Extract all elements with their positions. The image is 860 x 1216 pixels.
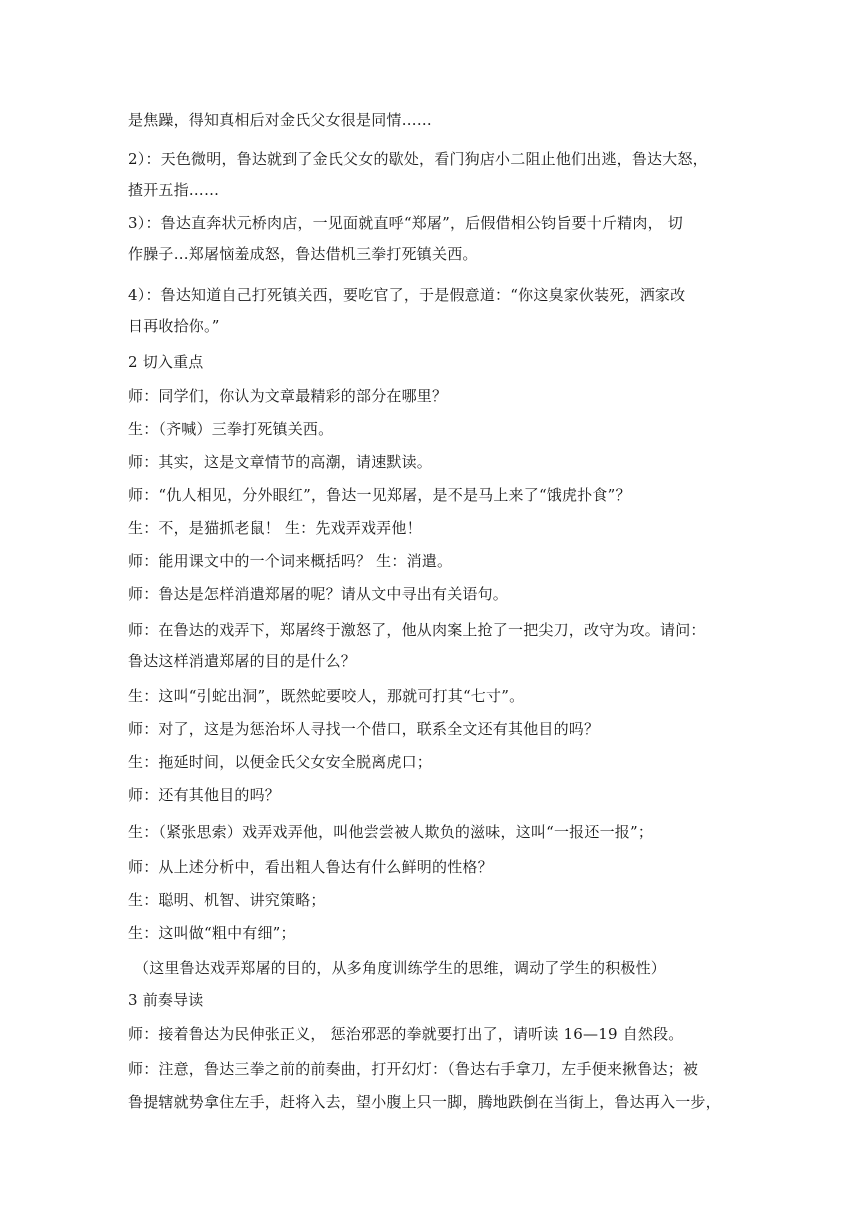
text-line: 生：不，是猫抓老鼠！ 生：先戏弄戏弄他！ <box>128 519 422 537</box>
text-line: 师：从上述分析中，看出粗人鲁达有什么鲜明的性格？ <box>128 858 493 876</box>
text-line: 师：同学们，你认为文章最精彩的部分在哪里？ <box>128 387 448 405</box>
text-line: 师：对了，这是为惩治坏人寻找一个借口，联系全文还有其他目的吗？ <box>128 720 600 738</box>
text-line: 生：聪明、机智、讲究策略； <box>128 891 326 909</box>
text-line: 揸开五指…… <box>128 181 220 199</box>
text-line: 师：“仇人相见，分外眼红”，鲁达一见郑屠，是不是马上来了“饿虎扑食”？ <box>128 486 631 504</box>
text-line: 生：（齐喊）三拳打死镇关西。 <box>128 420 334 438</box>
text-line: 是焦躁，得知真相后对金氏父女很是同情…… <box>128 111 433 129</box>
text-line: 生：（紧张思索）戏弄戏弄他，叫他尝尝被人欺负的滋味，这叫“一报还一报”； <box>128 823 654 841</box>
text-line: 师：在鲁达的戏弄下，郑屠终于激怒了，他从肉案上抢了一把尖刀，改守为攻。请问： <box>128 621 706 639</box>
text-line: 师：还有其他目的吗？ <box>128 786 281 804</box>
text-line: 师：注意，鲁达三拳之前的前奏曲，打开幻灯：（鲁达右手拿刀，左手便来揪鲁达；被 <box>128 1060 699 1078</box>
text-line: 4）：鲁达知道自己打死镇关西，要吃官了，于是假意道：“你这臭家伙装死，洒家改 <box>128 286 686 304</box>
text-line: 师：鲁达是怎样消遣郑屠的呢？请从文中寻出有关语句。 <box>128 585 509 603</box>
text-line: 生：这叫做“粗中有细”； <box>128 924 296 942</box>
text-line: 师：其实，这是文章情节的高潮，请速默读。 <box>128 453 433 471</box>
section-heading: 3 前奏导读 <box>128 991 204 1009</box>
text-line: 日再收拾你。” <box>128 317 220 335</box>
text-line: 生：这叫“引蛇出洞”，既然蛇要咬人，那就可打其“七寸”。 <box>128 687 525 705</box>
annotation-note: （这里鲁达戏弄郑屠的目的，从多角度训练学生的思维，调动了学生的积极性） <box>134 959 667 977</box>
text-line: 鲁提辖就势拿住左手，赶将入去，望小腹上只一脚，腾地跌倒在当街上，鲁达再入一步， <box>128 1093 721 1111</box>
section-heading: 2 切入重点 <box>128 353 204 371</box>
text-line: 2）：天色微明，鲁达就到了金氏父女的歇处，看门狗店小二阻止他们出逃，鲁达大怒， <box>128 150 708 168</box>
text-line: 作臊子…郑屠恼羞成怒，鲁达借机三拳打死镇关西。 <box>128 245 478 263</box>
text-line: 生：拖延时间，以便金氏父女安全脱离虎口； <box>128 753 433 771</box>
text-line: 鲁达这样消遣郑屠的目的是什么？ <box>128 652 357 670</box>
text-line: 师：接着鲁达为民伸张正义， 惩治邪恶的拳就要打出了，请听读 16—19 自然段。 <box>128 1025 684 1043</box>
text-line: 师：能用课文中的一个词来概括吗？ 生：消遣。 <box>128 552 453 570</box>
text-line: 3）：鲁达直奔状元桥肉店，一见面就直呼“郑屠”，后假借相公钧旨要十斤精肉， 切 <box>128 214 683 232</box>
